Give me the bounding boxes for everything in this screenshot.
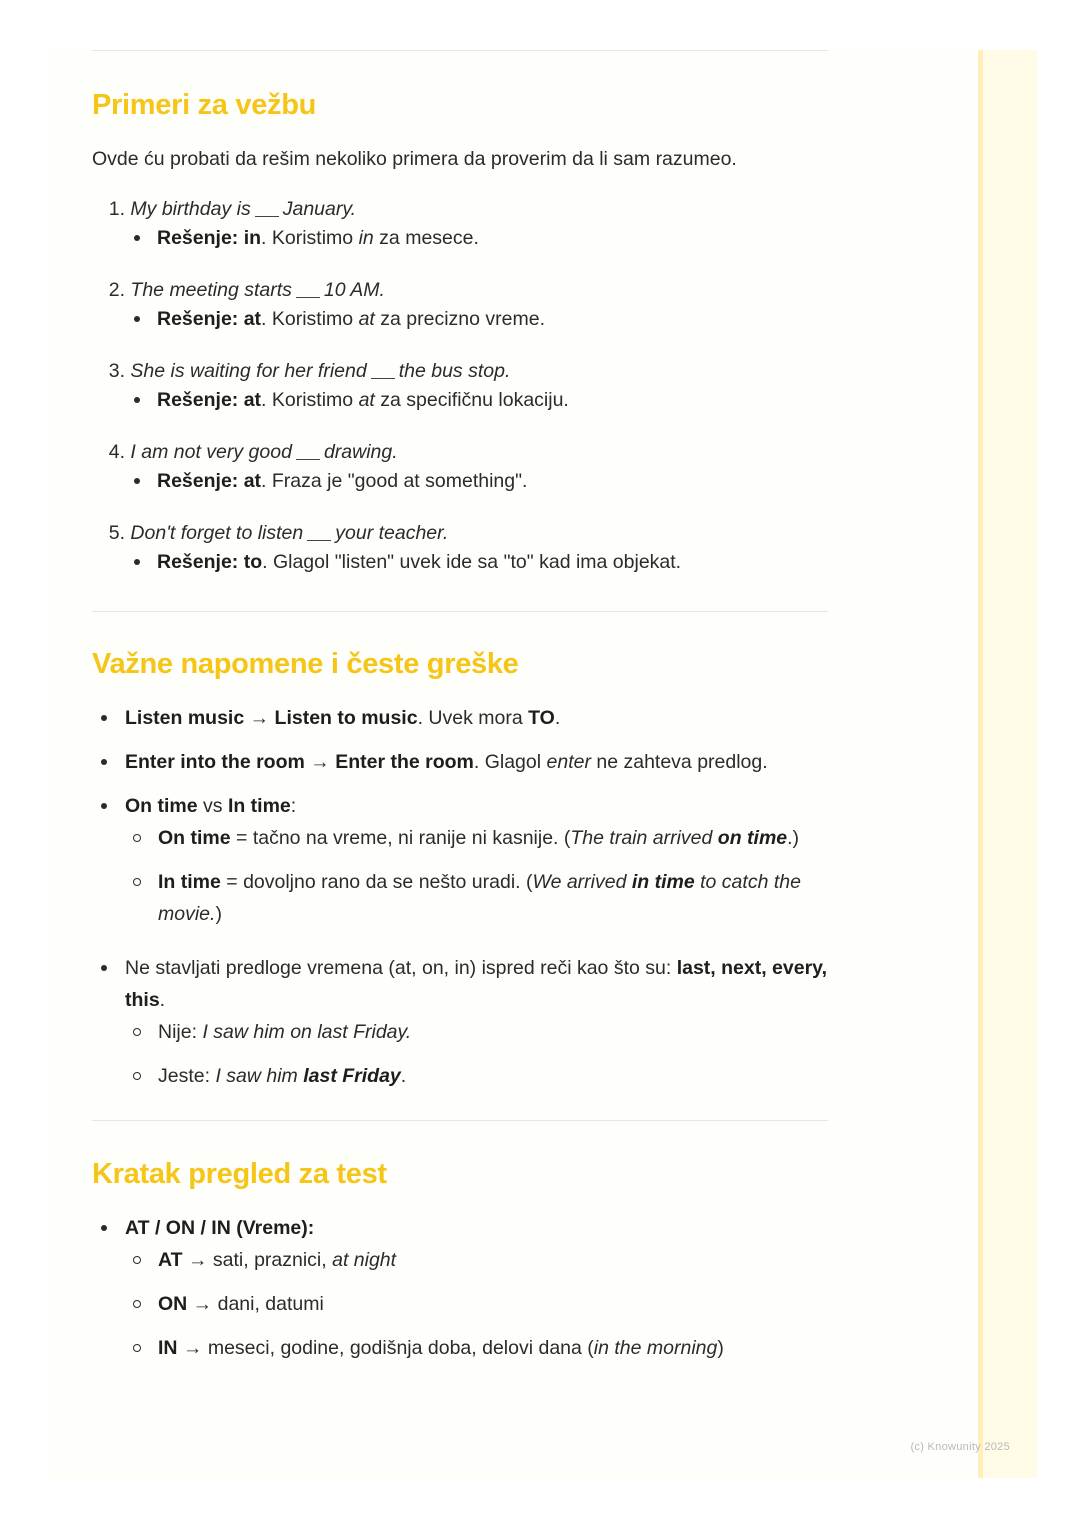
section-intro: Ovde ću probati da rešim nekoliko primera da proverim da li sam razumeo. [92, 148, 737, 170]
divider [92, 611, 828, 612]
section-title-notes: Važne napomene i česte greške [92, 648, 519, 680]
sub-item: Jeste: I saw him last Friday. [125, 1060, 828, 1092]
exercise-item: 4. I am not very good drawing. Rešenje: at. Fraza je "good at something". [92, 439, 828, 497]
blank-line [296, 441, 320, 460]
exercise-item: 3. She is waiting for her friend the bus stop. Rešenje: at. Koristimo at za specifičnu lokaciju. [92, 358, 828, 416]
note-item: Listen music → Listen to music. Uvek mora TO. [92, 702, 828, 734]
solution-item: Rešenje: to. Glagol "listen" uvek ide sa "to" kad ima objekat. [92, 546, 828, 578]
exercise-item: 1. My birthday is January. Rešenje: in. Koristimo in za mesece. [92, 196, 828, 254]
note-item: Ne stavljati predloge vremena (at, on, in) ispred reči kao što su: last, next, every, this. Nije: I saw him on last Friday. Jeste: I saw him last Friday. [92, 952, 828, 1092]
exercise-item: 5. Don't forget to listen your teacher. Rešenje: to. Glagol "listen" uvek ide sa "to" kad ima objekat. [92, 520, 828, 578]
exercise-item: 2. The meeting starts 10 AM. Rešenje: at. Koristimo at za precizno vreme. [92, 277, 828, 335]
solution-item: Rešenje: at. Fraza je "good at something". [92, 465, 828, 497]
sub-item: ON → dani, datumi [125, 1288, 828, 1320]
review-item: AT / ON / IN (Vreme): AT → sati, praznici, at night ON → dani, datumi IN → meseci, godine, godišnja doba, delovi dana (in the morning) [92, 1212, 828, 1364]
section-title-practice: Primeri za vežbu [92, 89, 317, 121]
section-title-review: Kratak pregled za test [92, 1158, 387, 1190]
blank-line [255, 198, 279, 217]
note-item: On time vs In time: On time = tačno na vreme, ni ranije ni kasnije. (The train arrived on time.) In time = dovoljno rano da se nešto uradi. (We arrived in time to catch the movie.) [92, 790, 828, 930]
notes-list [92, 702, 828, 1092]
sub-item: IN → meseci, godine, godišnja doba, delovi dana (in the morning) [125, 1332, 828, 1364]
side-strip [978, 50, 1037, 1478]
solution-item: Rešenje: at. Koristimo at za precizno vreme. [92, 303, 828, 335]
blank-line [307, 522, 331, 541]
sub-item: Nije: I saw him on last Friday. [125, 1016, 828, 1048]
document-content [92, 50, 828, 1364]
blank-line [296, 279, 320, 298]
sub-item: On time = tačno na vreme, ni ranije ni kasnije. (The train arrived on time.) [125, 822, 828, 854]
blank-line [371, 360, 395, 379]
divider [92, 1120, 828, 1121]
sub-item: In time = dovoljno rano da se nešto uradi. (We arrived in time to catch the movie.) [125, 866, 828, 930]
copyright-watermark: (c) Knowunity 2025 [910, 1441, 1010, 1453]
sub-item: AT → sati, praznici, at night [125, 1244, 828, 1276]
note-item: Enter into the room → Enter the room. Glagol enter ne zahteva predlog. [92, 746, 828, 778]
review-list [92, 1212, 828, 1364]
exercise-list [92, 196, 828, 578]
solution-item: Rešenje: at. Koristimo at za specifičnu lokaciju. [92, 384, 828, 416]
solution-item: Rešenje: in. Koristimo in za mesece. [92, 222, 828, 254]
divider-top [92, 50, 828, 51]
